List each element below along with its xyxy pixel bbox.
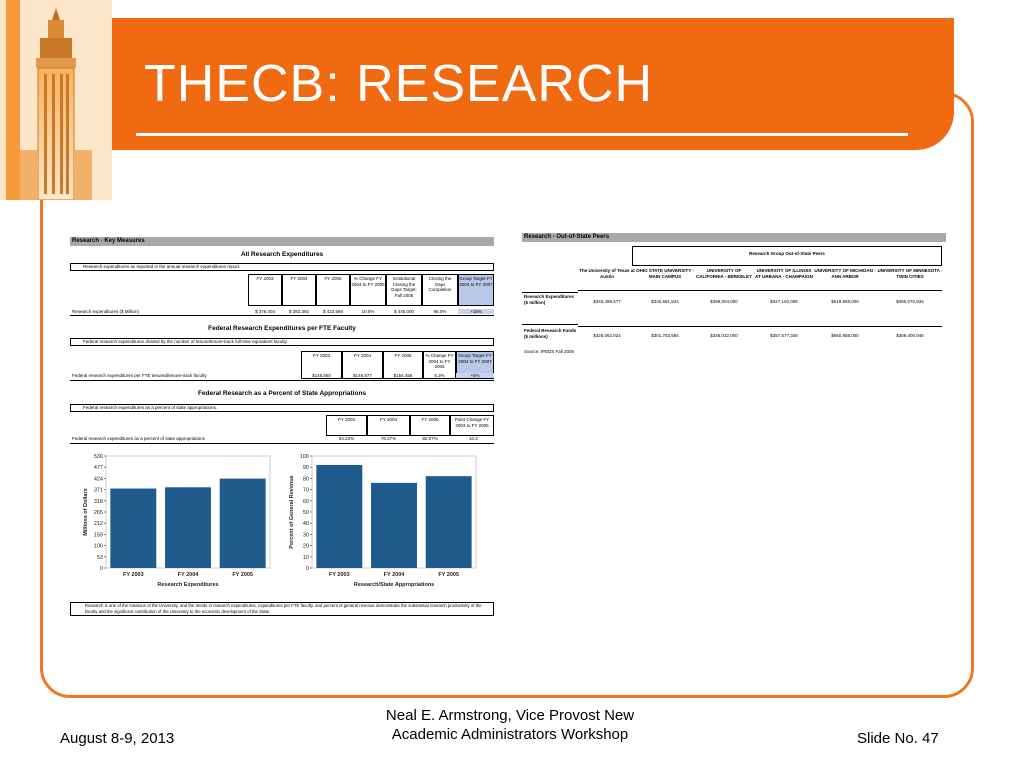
slide-title: THECB: RESEARCH [144, 55, 654, 113]
y-tick-label: 318 [93, 498, 103, 505]
y-tick-label: 265 [93, 510, 103, 516]
footer-presenter-line2: Academic Administrators Workshop [391, 726, 629, 743]
sec1-rule [70, 315, 494, 316]
peers-row1-value: $519,959,000 [831, 299, 859, 304]
sec2-row-label: Federal research expenditures per FTE tenured/tenure-track faculty [72, 373, 207, 378]
sec1-col-header: Group Target FY 2004 to FY 2007 [458, 274, 494, 306]
peers-rule [578, 326, 942, 327]
y-tick-label: 530 [93, 454, 103, 460]
y-tick-label: 50 [302, 510, 309, 516]
y-tick-label: 106 [93, 543, 103, 550]
x-axis-label: Research Expenditures [157, 582, 219, 588]
bar [371, 483, 417, 568]
summary-note: Research is one of the missions of the University, and the trends in research expenditures, expenditures per FTE faculty, and percent of general revenue demonstrate the substantial research productivity of the faculty and the significant contribution of the University to the economic development of the State. [70, 602, 494, 616]
sec2-col-header: FY 2004 [342, 351, 383, 379]
sec1-value: $ 376.404 [254, 309, 276, 314]
peers-row1-value: $332,691,534 [651, 299, 679, 304]
x-tick-label: FY 2003 [122, 572, 144, 578]
sec1-value: 95.0% [433, 309, 447, 314]
peers-institution-header: OHIO STATE UNIVERSITY - MAIN CAMPUS [636, 268, 694, 279]
y-tick-label: 10 [302, 554, 309, 561]
sec3-value: 92.22% [338, 436, 355, 441]
peers-group-box [632, 246, 942, 266]
sec1-col-header: Closing the Gaps Completion [422, 274, 458, 306]
sec1-col-header: % Change FY 2004 to FY 2005 [350, 274, 386, 306]
footer-date: August 8-9, 2013 [60, 730, 175, 747]
peers-row1-value: $343,499,577 [593, 299, 621, 304]
sec1-value: 10.5% [361, 309, 375, 314]
peers-row2-value: $326,062,024 [593, 333, 621, 338]
sec1-row-label: Research expenditures ($ Million) [72, 309, 140, 314]
y-tick-label: 0 [305, 566, 309, 572]
research-expenditures-chart [80, 452, 276, 594]
sec2-col-header: FY 2005 [383, 351, 423, 379]
sec3-col-header: FY 2005 [410, 415, 450, 436]
x-tick-label: FY 2005 [232, 572, 254, 578]
y-tick-label: 0 [99, 566, 103, 572]
footer-slide-number: Slide No. 47 [857, 730, 939, 747]
peers-rule [522, 324, 578, 325]
y-tick-label: 477 [93, 465, 103, 472]
y-tick-label: 80 [302, 476, 309, 483]
state-appropriations-chart [286, 452, 482, 594]
y-tick-label: 212 [93, 521, 103, 528]
x-tick-label: FY 2003 [328, 572, 350, 578]
sec3-value: 76.27% [380, 436, 397, 441]
sec3-desc: Federal research expenditures as a percent of state appropriations. [70, 404, 494, 412]
x-tick-label: FY 2005 [438, 572, 460, 578]
bar [426, 476, 472, 568]
sec1-desc: Research expenditures as reported in the annual research expenditures report. [70, 263, 494, 271]
y-axis-label: Percent of General Revenue [289, 475, 295, 549]
peers-row2-value: $357,577,346 [770, 333, 798, 338]
sec2-value: $145,560 [312, 373, 331, 378]
peers-institution-header: UNIVERSITY OF MICHIGAN - ANN ARBOR [814, 268, 876, 279]
sec1-value: $ 422.666 [322, 309, 344, 314]
title-bar [112, 18, 954, 150]
sec1-value: +15% [458, 309, 494, 314]
sec2-value: $146,877 [353, 373, 372, 378]
peers-source: Source: IPEDS Fall 2005 [524, 349, 575, 354]
footer-presenter [340, 706, 680, 744]
y-tick-label: 30 [302, 532, 309, 539]
sec1-col-header: FY 2005 [316, 274, 350, 306]
peers-row2-value: $301,753,584 [651, 333, 679, 338]
peers-institution-header: UNIVERSITY OF MINNESOTA - TWIN CITIES [877, 268, 943, 279]
bar [165, 487, 211, 568]
sec3-col-header: FY 2003 [326, 415, 367, 436]
y-tick-label: 53 [96, 554, 103, 561]
sec3-col-header: Point Change FY 2003 to FY 2005 [450, 415, 494, 436]
bar [316, 465, 362, 568]
sec1-col-header: FY 2003 [248, 274, 282, 306]
sec2-value: $154,456 [393, 373, 413, 378]
peers-rule [578, 290, 942, 291]
title-underline [136, 133, 908, 136]
peers-institution-header: UNIVERSITY OF CALIFORNIA - BERKELEY [695, 268, 753, 279]
y-axis-label: Millions of Dollars [83, 488, 89, 536]
sec1-title: All Research Expenditures [240, 251, 324, 258]
sec3-rule [70, 443, 494, 444]
peers-institution-header: The University of Texas at Austin [579, 268, 635, 279]
bar [220, 479, 266, 568]
sec2-desc: Federal research expenditures divided by the number of tenure/tenure-track full-time equivalent faculty. [70, 338, 494, 346]
sec1-col-header: Institutional Closing the Gaps Target- Fall 2005 [386, 274, 422, 306]
sec1-value: $ 382.392 [288, 309, 310, 314]
sec3-col-header: FY 2004 [367, 415, 410, 436]
sec1-value: $ 445.000 [393, 309, 415, 314]
tower-logo [0, 0, 112, 200]
sec2-title: Federal Research Expenditures per FTE Faculty [208, 325, 356, 332]
x-tick-label: FY 2004 [383, 572, 405, 578]
sec1-col-header: FY 2004 [282, 274, 316, 306]
sec3-row-label: Federal research expenditures as a percent of state appropriations [72, 436, 205, 441]
peers-row2-value: $346,032,000 [710, 333, 738, 338]
y-tick-label: 20 [302, 543, 309, 550]
sec3-value: 82.07% [422, 436, 438, 441]
y-tick-label: 70 [302, 487, 309, 494]
sec2-rule [70, 380, 494, 381]
peers-group-label: Research Group Out-of-State Peers [749, 251, 825, 256]
y-tick-label: 100 [299, 454, 309, 460]
key-measures-header: Research - Key Measures [70, 237, 494, 246]
peers-rule [522, 292, 578, 293]
peers-row1-label: Research Expenditures ($ million) [524, 294, 575, 305]
sec2-value: +5% [456, 373, 494, 378]
sec2-col-header: FY 2003 [301, 351, 342, 379]
y-tick-label: 424 [93, 476, 103, 483]
peers-row1-value: $327,102,006 [770, 299, 798, 304]
sec2-value: 5.3% [434, 373, 445, 378]
peers-row2-value: $660,868,000 [831, 333, 859, 338]
peers-header: Research - Out-of-State Peers [522, 233, 946, 242]
y-tick-label: 371 [93, 487, 103, 494]
peers-institution-header: UNIVERSITY OF ILLINOIS AT URBANA - CHAMPAIGN [755, 268, 813, 279]
sec3-title: Federal Research as a Percent of State Appropriations [197, 390, 367, 397]
y-tick-label: 40 [302, 521, 309, 528]
footer-presenter-line1: Neal E. Armstrong, Vice Provost New [385, 707, 635, 724]
sec2-col-header: % Change FY 2004 to FY 2005 [423, 351, 456, 379]
peers-row1-value: $460,070,834 [896, 299, 924, 304]
sec2-col-header: Group Target FY 2004 to FY 2007 [456, 351, 494, 379]
x-axis-label: Research/State Appropriations [353, 582, 435, 588]
bar [110, 489, 156, 568]
peers-row2-label: Federal Research Funds ($ millions) [524, 328, 577, 339]
peers-row1-value: $399,504,000 [710, 299, 738, 304]
x-tick-label: FY 2004 [177, 572, 199, 578]
y-tick-label: 90 [302, 465, 309, 472]
sec3-value: - 10.2 [466, 436, 478, 441]
y-tick-label: 159 [93, 532, 103, 539]
peers-row2-value: $369,400,946 [896, 333, 924, 338]
y-tick-label: 60 [302, 498, 309, 505]
